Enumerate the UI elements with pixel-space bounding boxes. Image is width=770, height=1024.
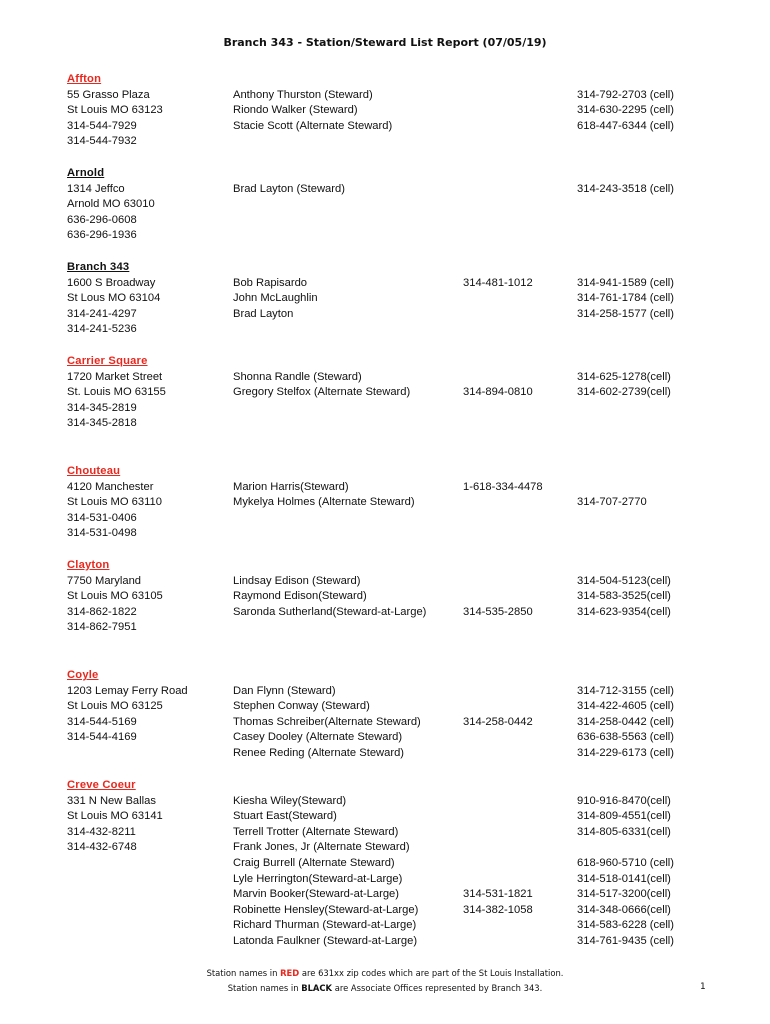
steward-line: Shonna Randle (Steward) — [233, 370, 362, 383]
cell-phone — [577, 182, 697, 198]
address-line: St. Louis MO 63155 — [67, 386, 166, 399]
cell-phone-line: 314-504-5123(cell) — [577, 574, 671, 587]
cell-phone-line: 314-712-3155 (cell) — [577, 684, 675, 697]
address-line: 314-241-4297 — [67, 307, 137, 320]
office-phone-line — [463, 872, 568, 888]
steward-line: Brad Layton — [233, 307, 294, 320]
legend-red-line — [0, 966, 770, 981]
address-line: 7750 Maryland — [67, 574, 142, 587]
address-line: 314-531-0406 — [67, 511, 137, 524]
station-name: Clayton — [67, 559, 110, 571]
cell-phone-line: 314-602-2739(cell) — [577, 386, 671, 399]
cell-phone-line: 314-707-2770 — [577, 496, 647, 509]
cell-phone-line: 314-630-2295 (cell) — [577, 104, 675, 117]
cell-phone-line — [577, 480, 697, 496]
legend-black-line — [0, 981, 770, 996]
cell-phone-line: 314-258-0442 (cell) — [577, 715, 675, 728]
address-line: 314-531-0498 — [67, 527, 137, 540]
office-phone-line — [463, 825, 568, 841]
station-address — [67, 574, 227, 636]
steward-line: Saronda Sutherland(Steward-at-Large) — [233, 605, 427, 618]
cell-phone-line: 314-809-4551(cell) — [577, 810, 671, 823]
office-phone-line: 314-481-1012 — [463, 276, 533, 289]
cell-phone — [577, 574, 697, 621]
address-line: 314-345-2818 — [67, 417, 137, 430]
station-name: Carrier Square — [67, 355, 148, 367]
cell-phone — [577, 684, 697, 762]
address-line: 314-544-4169 — [67, 731, 137, 744]
steward-line: Lindsay Edison (Steward) — [233, 574, 361, 587]
office-phone — [463, 574, 568, 621]
legend-red-word: RED — [280, 968, 300, 978]
steward — [233, 684, 458, 762]
station-address — [67, 88, 227, 150]
office-phone — [463, 276, 568, 292]
legend-red-pre: Station names in — [206, 968, 281, 978]
legend-red-post: are 631xx zip codes which are part of the St Louis Installation. — [299, 968, 564, 978]
address-line: 314-544-5169 — [67, 715, 137, 728]
cell-phone-line: 618-960-5710 (cell) — [577, 856, 675, 869]
station-address — [67, 684, 227, 746]
office-phone-line: 314-382-1058 — [463, 903, 533, 916]
cell-phone — [577, 794, 697, 950]
cell-phone-line: 314-517-3200(cell) — [577, 888, 671, 901]
office-phone-line: 314-258-0442 — [463, 715, 533, 728]
cell-phone-line: 910-916-8470(cell) — [577, 794, 671, 807]
steward-line: Raymond Edison(Steward) — [233, 590, 367, 603]
cell-phone-line: 314-761-9435 (cell) — [577, 934, 675, 947]
cell-phone-line: 314-518-0141(cell) — [577, 872, 671, 885]
office-phone-line: 1-618-334-4478 — [463, 480, 543, 493]
address-line: 4120 Manchester — [67, 480, 154, 493]
steward-line: Latonda Faulkner (Steward-at-Large) — [233, 934, 418, 947]
cell-phone-line: 314-623-9354(cell) — [577, 605, 671, 618]
steward-line: Stephen Conway (Steward) — [233, 700, 370, 713]
cell-phone-line: 314-348-0666(cell) — [577, 903, 671, 916]
footer-legend — [0, 966, 770, 996]
office-phone-line — [463, 370, 568, 386]
office-phone-line — [463, 840, 568, 856]
steward-line: Terrell Trotter (Alternate Steward) — [233, 825, 399, 838]
steward-line: Anthony Thurston (Steward) — [233, 88, 373, 101]
office-phone — [463, 684, 568, 731]
cell-phone-line: 314-243-3518 (cell) — [577, 182, 675, 195]
address-line: St Louis MO 63123 — [67, 104, 163, 117]
cell-phone — [577, 276, 697, 323]
steward-line: Gregory Stelfox (Alternate Steward) — [233, 386, 411, 399]
cell-phone-line: 314-941-1589 (cell) — [577, 276, 675, 289]
cell-phone — [577, 480, 697, 511]
cell-phone-line: 314-422-4605 (cell) — [577, 700, 675, 713]
cell-phone-line: 314-583-6228 (cell) — [577, 919, 675, 932]
address-line: 331 N New Ballas — [67, 794, 156, 807]
cell-phone — [577, 88, 697, 135]
legend-black-pre: Station names in — [227, 983, 302, 993]
address-line: St Louis MO 63105 — [67, 590, 163, 603]
address-line: 314-544-7929 — [67, 119, 137, 132]
address-line: 314-862-1822 — [67, 605, 137, 618]
report-title: Branch 343 - Station/Steward List Report (07/05/19) — [223, 36, 547, 49]
cell-phone-line: 314-805-6331(cell) — [577, 825, 671, 838]
steward-line: Brad Layton (Steward) — [233, 182, 345, 195]
station-name: Chouteau — [67, 465, 121, 477]
cell-phone-line: 314-583-3525(cell) — [577, 590, 671, 603]
steward-line: Renee Reding (Alternate Steward) — [233, 746, 405, 759]
address-line: St Louis MO 63141 — [67, 810, 163, 823]
office-phone-line: 314-531-1821 — [463, 888, 533, 901]
steward-line: Riondo Walker (Steward) — [233, 104, 358, 117]
steward-line: John McLaughlin — [233, 292, 318, 305]
steward-line: Craig Burrell (Alternate Steward) — [233, 856, 395, 869]
steward-line: Stacie Scott (Alternate Steward) — [233, 119, 393, 132]
cell-phone-line: 314-761-1784 (cell) — [577, 292, 675, 305]
steward-line: Dan Flynn (Steward) — [233, 684, 336, 697]
address-line: St Louis MO 63110 — [67, 496, 162, 509]
address-line: 1203 Lemay Ferry Road — [67, 684, 188, 697]
cell-phone — [577, 370, 697, 401]
cell-phone-line: 314-792-2703 (cell) — [577, 88, 675, 101]
office-phone — [463, 480, 568, 496]
steward-line: Kiesha Wiley(Steward) — [233, 794, 347, 807]
office-phone — [463, 794, 568, 919]
cell-phone-line: 314-625-1278(cell) — [577, 370, 671, 383]
cell-phone-line — [577, 840, 697, 856]
steward-line: Marion Harris(Steward) — [233, 480, 349, 493]
steward — [233, 88, 458, 135]
office-phone-line — [463, 684, 568, 700]
office-phone-line — [463, 589, 568, 605]
station-address — [67, 370, 227, 432]
steward-line: Mykelya Holmes (Alternate Steward) — [233, 496, 415, 509]
office-phone-line — [463, 794, 568, 810]
station-address — [67, 182, 227, 244]
steward-line: Casey Dooley (Alternate Steward) — [233, 731, 403, 744]
steward — [233, 276, 458, 323]
address-line: St Louis MO 63125 — [67, 700, 163, 713]
address-line: 314-345-2819 — [67, 401, 137, 414]
office-phone — [463, 370, 568, 401]
address-line: 1720 Market Street — [67, 370, 163, 383]
office-phone-line — [463, 809, 568, 825]
office-phone-line: 314-894-0810 — [463, 386, 533, 399]
station-address — [67, 794, 227, 856]
steward — [233, 794, 458, 950]
cell-phone-line: 314-258-1577 (cell) — [577, 307, 675, 320]
office-phone-line — [463, 856, 568, 872]
steward — [233, 182, 458, 198]
address-line: 1600 S Broadway — [67, 276, 156, 289]
station-address — [67, 276, 227, 338]
steward-line: Lyle Herrington(Steward-at-Large) — [233, 872, 403, 885]
station-address — [67, 480, 227, 542]
address-line: 314-432-8211 — [67, 825, 136, 838]
page-number: 1 — [700, 982, 706, 992]
steward-line: Richard Thurman (Steward-at-Large) — [233, 919, 417, 932]
steward-line: Marvin Booker(Steward-at-Large) — [233, 888, 400, 901]
steward-line: Thomas Schreiber(Alternate Steward) — [233, 715, 421, 728]
address-line: 1314 Jeffco — [67, 182, 125, 195]
address-line: 636-296-0608 — [67, 213, 137, 226]
cell-phone-line: 636-638-5563 (cell) — [577, 731, 675, 744]
cell-phone-line: 314-229-6173 (cell) — [577, 746, 675, 759]
steward — [233, 480, 458, 511]
office-phone-line — [463, 699, 568, 715]
address-line: 314-544-7932 — [67, 135, 137, 148]
steward-line: Bob Rapisardo — [233, 276, 308, 289]
address-line: 314-862-7951 — [67, 621, 137, 634]
steward-line: Robinette Hensley(Steward-at-Large) — [233, 903, 419, 916]
address-line: St Lous MO 63104 — [67, 292, 161, 305]
station-name: Coyle — [67, 669, 99, 681]
address-line: 314-432-6748 — [67, 841, 137, 854]
address-line: 55 Grasso Plaza — [67, 88, 150, 101]
station-name: Arnold — [67, 167, 105, 179]
steward — [233, 574, 458, 621]
station-name: Branch 343 — [67, 261, 130, 273]
steward — [233, 370, 458, 401]
office-phone-line — [463, 574, 568, 590]
address-line: 314-241-5236 — [67, 323, 137, 336]
cell-phone-line: 618-447-6344 (cell) — [577, 119, 675, 132]
address-line: Arnold MO 63010 — [67, 198, 155, 211]
steward-line: Frank Jones, Jr (Alternate Steward) — [233, 841, 410, 854]
office-phone-line: 314-535-2850 — [463, 605, 533, 618]
station-name: Affton — [67, 73, 102, 85]
address-line: 636-296-1936 — [67, 229, 137, 242]
legend-black-post: are Associate Offices represented by Branch 343. — [332, 983, 543, 993]
steward-line: Stuart East(Steward) — [233, 810, 337, 823]
legend-black-word: BLACK — [301, 983, 333, 993]
station-name: Creve Coeur — [67, 779, 136, 791]
